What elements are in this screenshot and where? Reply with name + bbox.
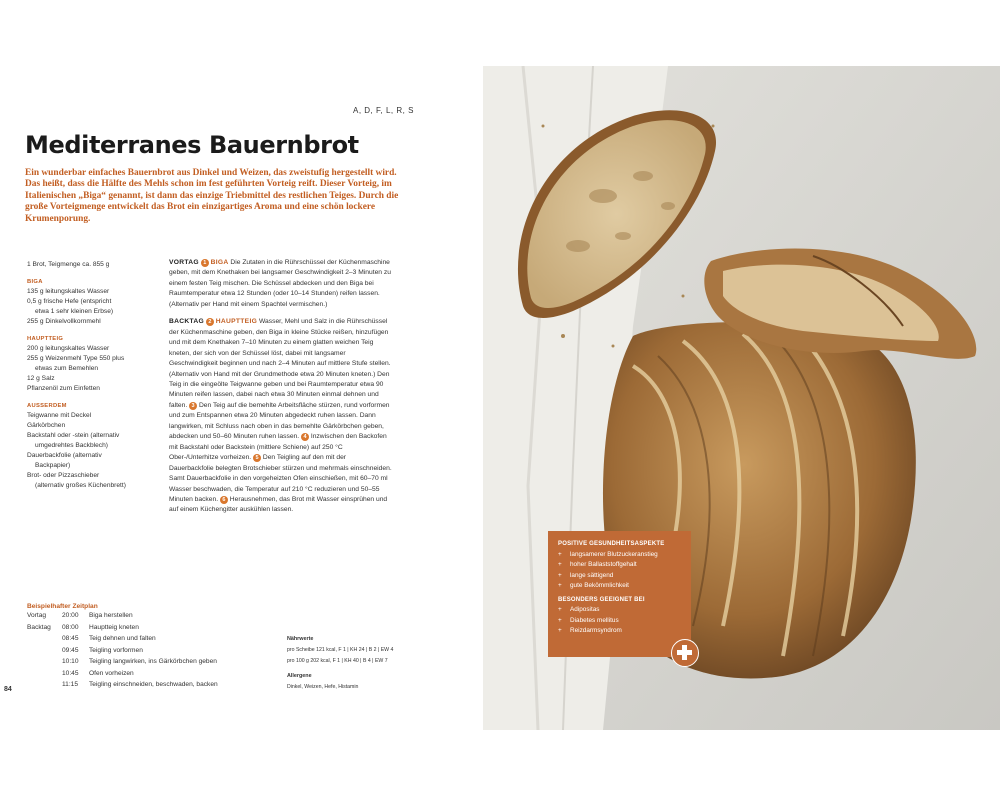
ingredient: 200 g leitungskaltes Wasser — [27, 345, 110, 352]
step-backtag — [169, 317, 392, 516]
ingredient: etwa 1 sehr kleinen Erbse) — [35, 308, 114, 315]
day-label: BACKTAG — [169, 318, 205, 326]
ingredient: umgedrehtes Backblech) — [35, 442, 108, 449]
schedule-task: Teigling einschneiden, beschwaden, backen — [89, 681, 218, 688]
table-row — [27, 670, 218, 682]
step-text: Inzwischen den Backofen mit Backstahl oder Backstein (mittlere Schiene) auf 250 °C Ober-/Unterhitze vorheizen. — [169, 433, 387, 462]
step-number-badge: 3 — [189, 402, 197, 410]
ingredient: Brot- oder Pizzaschieber — [27, 472, 100, 479]
section-biga — [27, 277, 167, 327]
recipe-intro: Ein wunderbar einfaches Bauernbrot aus Dinkel und Weizen, das zweistufig hergestellt wird. Das heißt, dass die Hälfte des Mehls schon im fest geführten Vorteig reift. Dieser Vorteig, im Italienischen „Biga“ genannt, ist dann das einzige Triebmittel des restlichen Teiges. Durch die große Vorteigmenge entwickelt das Brot ein einzigartiges Aroma und eine schön lockere Krumenporung. — [25, 168, 399, 224]
day-label: VORTAG — [169, 259, 199, 266]
schedule-day — [27, 670, 62, 682]
schedule-day — [27, 635, 62, 647]
step-text: Die Zutaten in die Rührschüssel der Küchenmaschine geben, mit dem Knethaken bei langsamer Geschwindigkeit 2–3 Minuten zu einem festen Teig mischen. Die Schüssel abdecken und den Biga bei Raumtemperatur etwa 12 Stunden (oder 10–14 Stunden) reifen lassen. (Alternativ per Hand mit einem Spachtel vermischen.) — [169, 259, 391, 308]
section-hauptteig — [27, 334, 167, 394]
schedule-time: 08:45 — [62, 635, 79, 642]
allergen-tags: A, D, F, L, R, S — [353, 106, 414, 115]
step-label: BIGA — [210, 259, 229, 266]
ingredient: 255 g Dinkelvollkornmehl — [27, 318, 101, 325]
table-row — [27, 612, 218, 624]
schedule-day — [27, 681, 62, 693]
health-heading: POSITIVE GESUNDHEITSASPEKTE — [558, 541, 665, 547]
ingredient: (alternativ großes Küchenbrett) — [35, 482, 126, 489]
list-item: + lange sättigend — [558, 571, 684, 582]
step-number-badge: 2 — [206, 318, 214, 326]
yield: 1 Brot, Teigmenge ca. 855 g — [27, 261, 110, 268]
schedule-time: 10:10 — [62, 658, 79, 665]
step-text: Den Teig auf die bemehlte Arbeitsfläche stürzen, rund vorformen und zum Entspannen etwa 20 Minuten abgedeckt ruhen lassen. Dann langwirken, mit Schluss nach oben in das bemehlte Gärkörbchen geben, abdecken und 50–60 Minuten ruhen lassen. — [169, 401, 390, 441]
step-label: HAUPTTEIG — [215, 318, 258, 326]
health-list — [558, 550, 684, 592]
step-number-badge: 4 — [301, 433, 309, 441]
schedule-time: 20:00 — [62, 612, 79, 619]
step-text: Herausnehmen, das Brot mit Wasser einsprühen und auf einem Küchengitter auskühlen lassen. — [169, 495, 388, 514]
ingredient: Teigwanne mit Deckel — [27, 412, 92, 419]
ingredient-list — [27, 260, 167, 491]
schedule-task: Hauptteig kneten — [89, 623, 139, 631]
ingredient: Gärkörbchen — [27, 422, 66, 429]
schedule-time: 11:15 — [62, 681, 79, 688]
section-heading: AUSSERDEM — [27, 403, 67, 409]
schedule-day — [27, 658, 62, 670]
schedule-day: Vortag — [27, 612, 47, 619]
schedule-day — [27, 647, 62, 659]
nutrition-info — [287, 634, 427, 693]
method-text — [169, 258, 392, 523]
ingredient: 135 g leitungskaltes Wasser — [27, 288, 110, 295]
section-heading: HAUPTTEIG — [27, 336, 64, 342]
medical-cross-icon — [671, 639, 699, 667]
ingredient: Pflanzenöl zum Einfetten — [27, 385, 100, 392]
schedule-task: Ofen vorheizen — [89, 669, 134, 677]
table-row — [27, 647, 218, 659]
step-text: Den Teigling auf den mit der Dauerbackfolie belegten Brotschieber stürzen und mehrmals einschneiden. Samt Dauerbackfolie in den vorgeheizten Ofen einschießen, mit 60–70 ml Wasser beschwaden, die Temperatur auf 210 °C reduzieren und 50–55 Minuten backen. — [169, 454, 392, 503]
recipe-title: Mediterranes Bauernbrot — [25, 131, 359, 159]
schedule-task: Biga herstellen — [89, 612, 133, 619]
health-box — [548, 531, 691, 657]
schedule-day: Backtag — [27, 623, 51, 631]
table-row — [27, 681, 218, 693]
list-item: + gute Bekömmlichkeit — [558, 581, 684, 592]
list-item: + Adipositas — [558, 605, 684, 616]
schedule-time: 10:45 — [62, 669, 79, 677]
page-number: 84 — [4, 686, 12, 693]
health-list — [558, 605, 684, 637]
schedule-task: Teigling langwirken, ins Gärkörbchen geben — [89, 658, 217, 665]
ingredient: 0,5 g frische Hefe (entspricht — [27, 298, 112, 305]
step-number-badge: 1 — [201, 259, 209, 267]
ingredient: Dauerbackfolie (alternativ — [27, 452, 102, 459]
schedule — [27, 603, 267, 693]
step-text: Wasser, Mehl und Salz in die Rührschüssel der Küchenmaschine geben, den Biga in kleine Stücke reißen, hinzufügen und mit dem Knethaken 7–10 Minuten zu einem glatten weichen Teig kneten, der sich von der Schüssel löst, dabei mit langsamer Geschwindigkeit beginnen und nach 2–4 Minuten auf mittlere Stufe stellen. (Alternativ von Hand mit der Grundmethode etwa 20 Minuten kneten.) Den Teig in die eingeölte Teigwanne geben und bei Raumtemperatur etwa 90 Minuten reifen lassen, dabei nach etwa 30 Minuten einmal dehnen und falten. — [169, 318, 391, 409]
section-heading: BIGA — [27, 279, 43, 285]
ingredient: etwas zum Bemehlen — [35, 365, 99, 372]
list-item: + hoher Ballaststoffgehalt — [558, 560, 684, 571]
schedule-task: Teigling vorformen — [89, 646, 143, 654]
schedule-time: 09:45 — [62, 646, 79, 654]
ingredient: 255 g Weizenmehl Type 550 plus — [27, 355, 125, 362]
table-row — [27, 658, 218, 670]
ingredient: Backstahl oder -stein (alternativ — [27, 432, 120, 439]
recipe-page — [0, 0, 483, 800]
list-item: + Reizdarmsyndrom — [558, 626, 684, 637]
allergen-heading: Allergene — [287, 673, 312, 679]
list-item: + Diabetes mellitus — [558, 616, 684, 627]
schedule-time: 08:00 — [62, 623, 79, 631]
list-item: + langsamerer Blutzuckeranstieg — [558, 550, 684, 561]
health-heading: BESONDERS GEEIGNET BEI — [558, 596, 645, 603]
nutrition-line: pro Scheibe 121 kcal, F 1 | KH 24 | B 2 | EW 4 — [287, 647, 394, 653]
schedule-task: Teig dehnen und falten — [89, 635, 156, 642]
step-vortag — [169, 258, 392, 310]
nutrition-heading: Nährwerte — [287, 636, 314, 642]
step-number-badge: 5 — [253, 454, 261, 462]
ingredient: 12 g Salz — [27, 375, 55, 382]
allergen-list: Dinkel, Weizen, Hefe, Histamin — [287, 684, 359, 690]
section-ausserdem — [27, 401, 167, 491]
schedule-title: Beispielhafter Zeitplan — [27, 603, 98, 610]
nutrition-line: pro 100 g 202 kcal, F 1 | KH 40 | B 4 | EW 7 — [287, 658, 388, 664]
schedule-table — [27, 612, 218, 693]
table-row — [27, 624, 218, 636]
ingredient: Backpapier) — [35, 462, 71, 469]
step-number-badge: 6 — [220, 496, 228, 504]
table-row — [27, 635, 218, 647]
